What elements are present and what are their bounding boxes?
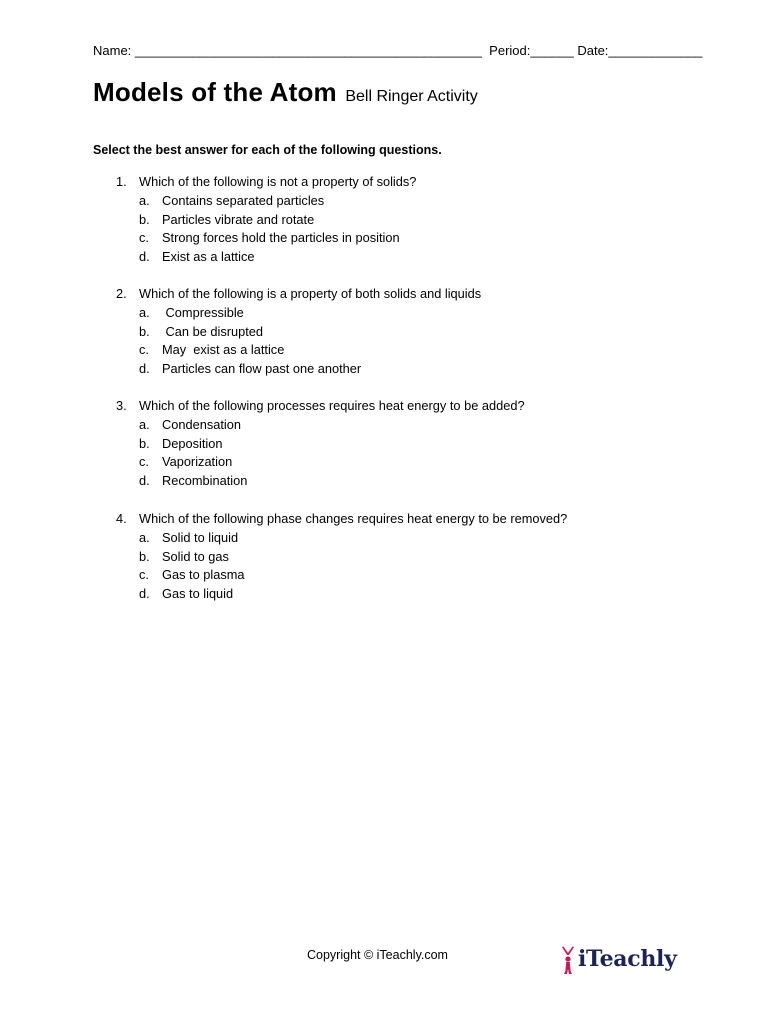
question-1 [116, 173, 417, 267]
question-4 [116, 510, 568, 604]
page-subtitle: Bell Ringer Activity [345, 88, 478, 105]
option-text: May exist as a lattice [162, 342, 285, 358]
option-text: Solid to liquid [162, 529, 239, 545]
answer-option-c[interactable] [116, 229, 400, 248]
question-stem [116, 285, 482, 304]
option-text: Recombination [162, 473, 248, 489]
option-letter: b. [139, 323, 150, 339]
answer-option-a[interactable] [116, 529, 239, 548]
logo-wordmark: iTeachly [578, 946, 677, 972]
option-letter: b. [139, 435, 150, 451]
option-text: Gas to plasma [162, 567, 245, 583]
option-letter: c. [139, 567, 149, 583]
option-text: Gas to liquid [162, 586, 234, 602]
answer-option-a[interactable] [116, 416, 241, 435]
option-letter: b. [139, 548, 150, 564]
answer-option-b[interactable] [116, 211, 315, 230]
answer-option-c[interactable] [116, 566, 245, 585]
instructions: Select the best answer for each of the following questions. [93, 143, 442, 157]
question-number: 1. [116, 174, 127, 189]
iteachly-logo [560, 941, 677, 977]
option-letter: b. [139, 211, 150, 227]
answer-option-a[interactable] [116, 304, 244, 323]
question-2 [116, 285, 482, 379]
answer-option-d[interactable] [116, 472, 248, 491]
option-letter: d. [139, 249, 150, 265]
question-text: Which of the following is not a property of solids? [139, 174, 417, 189]
question-text: Which of the following processes requires heat energy to be added? [139, 398, 525, 413]
dancing-figure-logo-icon [560, 943, 576, 975]
option-letter: c. [139, 454, 149, 470]
option-letter: a. [139, 416, 150, 432]
option-text: Particles vibrate and rotate [162, 211, 315, 227]
answer-option-b[interactable] [116, 435, 223, 454]
answer-option-a[interactable] [116, 192, 325, 211]
option-letter: a. [139, 529, 150, 545]
question-text: Which of the following is a property of both solids and liquids [139, 286, 482, 301]
option-text: Vaporization [162, 454, 233, 470]
answer-option-c[interactable] [116, 453, 233, 472]
copyright-notice: Copyright © iTeachly.com [307, 948, 448, 962]
question-3 [116, 397, 525, 491]
answer-option-d[interactable] [116, 248, 255, 267]
question-number: 4. [116, 511, 127, 526]
question-number: 3. [116, 398, 127, 413]
page-title: Models of the Atom [93, 77, 337, 107]
option-letter: a. [139, 304, 150, 320]
option-text: Particles can flow past one another [162, 361, 362, 377]
answer-option-d[interactable] [116, 360, 362, 379]
question-stem [116, 173, 417, 192]
question-stem [116, 397, 525, 416]
option-text: Compressible [162, 304, 244, 320]
answer-option-b[interactable] [116, 323, 264, 342]
option-text: Deposition [162, 435, 223, 451]
question-stem [116, 510, 568, 529]
name-period-date-line: Name: ________________________________________________ Period:______ Date:_____________ [93, 43, 703, 58]
option-text: Exist as a lattice [162, 249, 255, 265]
answer-option-d[interactable] [116, 585, 234, 604]
option-text: Can be disrupted [162, 323, 264, 339]
option-letter: d. [139, 361, 150, 377]
option-letter: d. [139, 473, 150, 489]
title-row [93, 77, 478, 108]
option-text: Solid to gas [162, 548, 229, 564]
question-number: 2. [116, 286, 127, 301]
option-text: Contains separated particles [162, 192, 325, 208]
question-text: Which of the following phase changes requires heat energy to be removed? [139, 511, 568, 526]
option-letter: a. [139, 192, 150, 208]
option-text: Strong forces hold the particles in position [162, 230, 400, 246]
option-letter: c. [139, 230, 149, 246]
option-text: Condensation [162, 416, 241, 432]
answer-option-b[interactable] [116, 548, 229, 567]
option-letter: c. [139, 342, 149, 358]
option-letter: d. [139, 586, 150, 602]
answer-option-c[interactable] [116, 341, 285, 360]
